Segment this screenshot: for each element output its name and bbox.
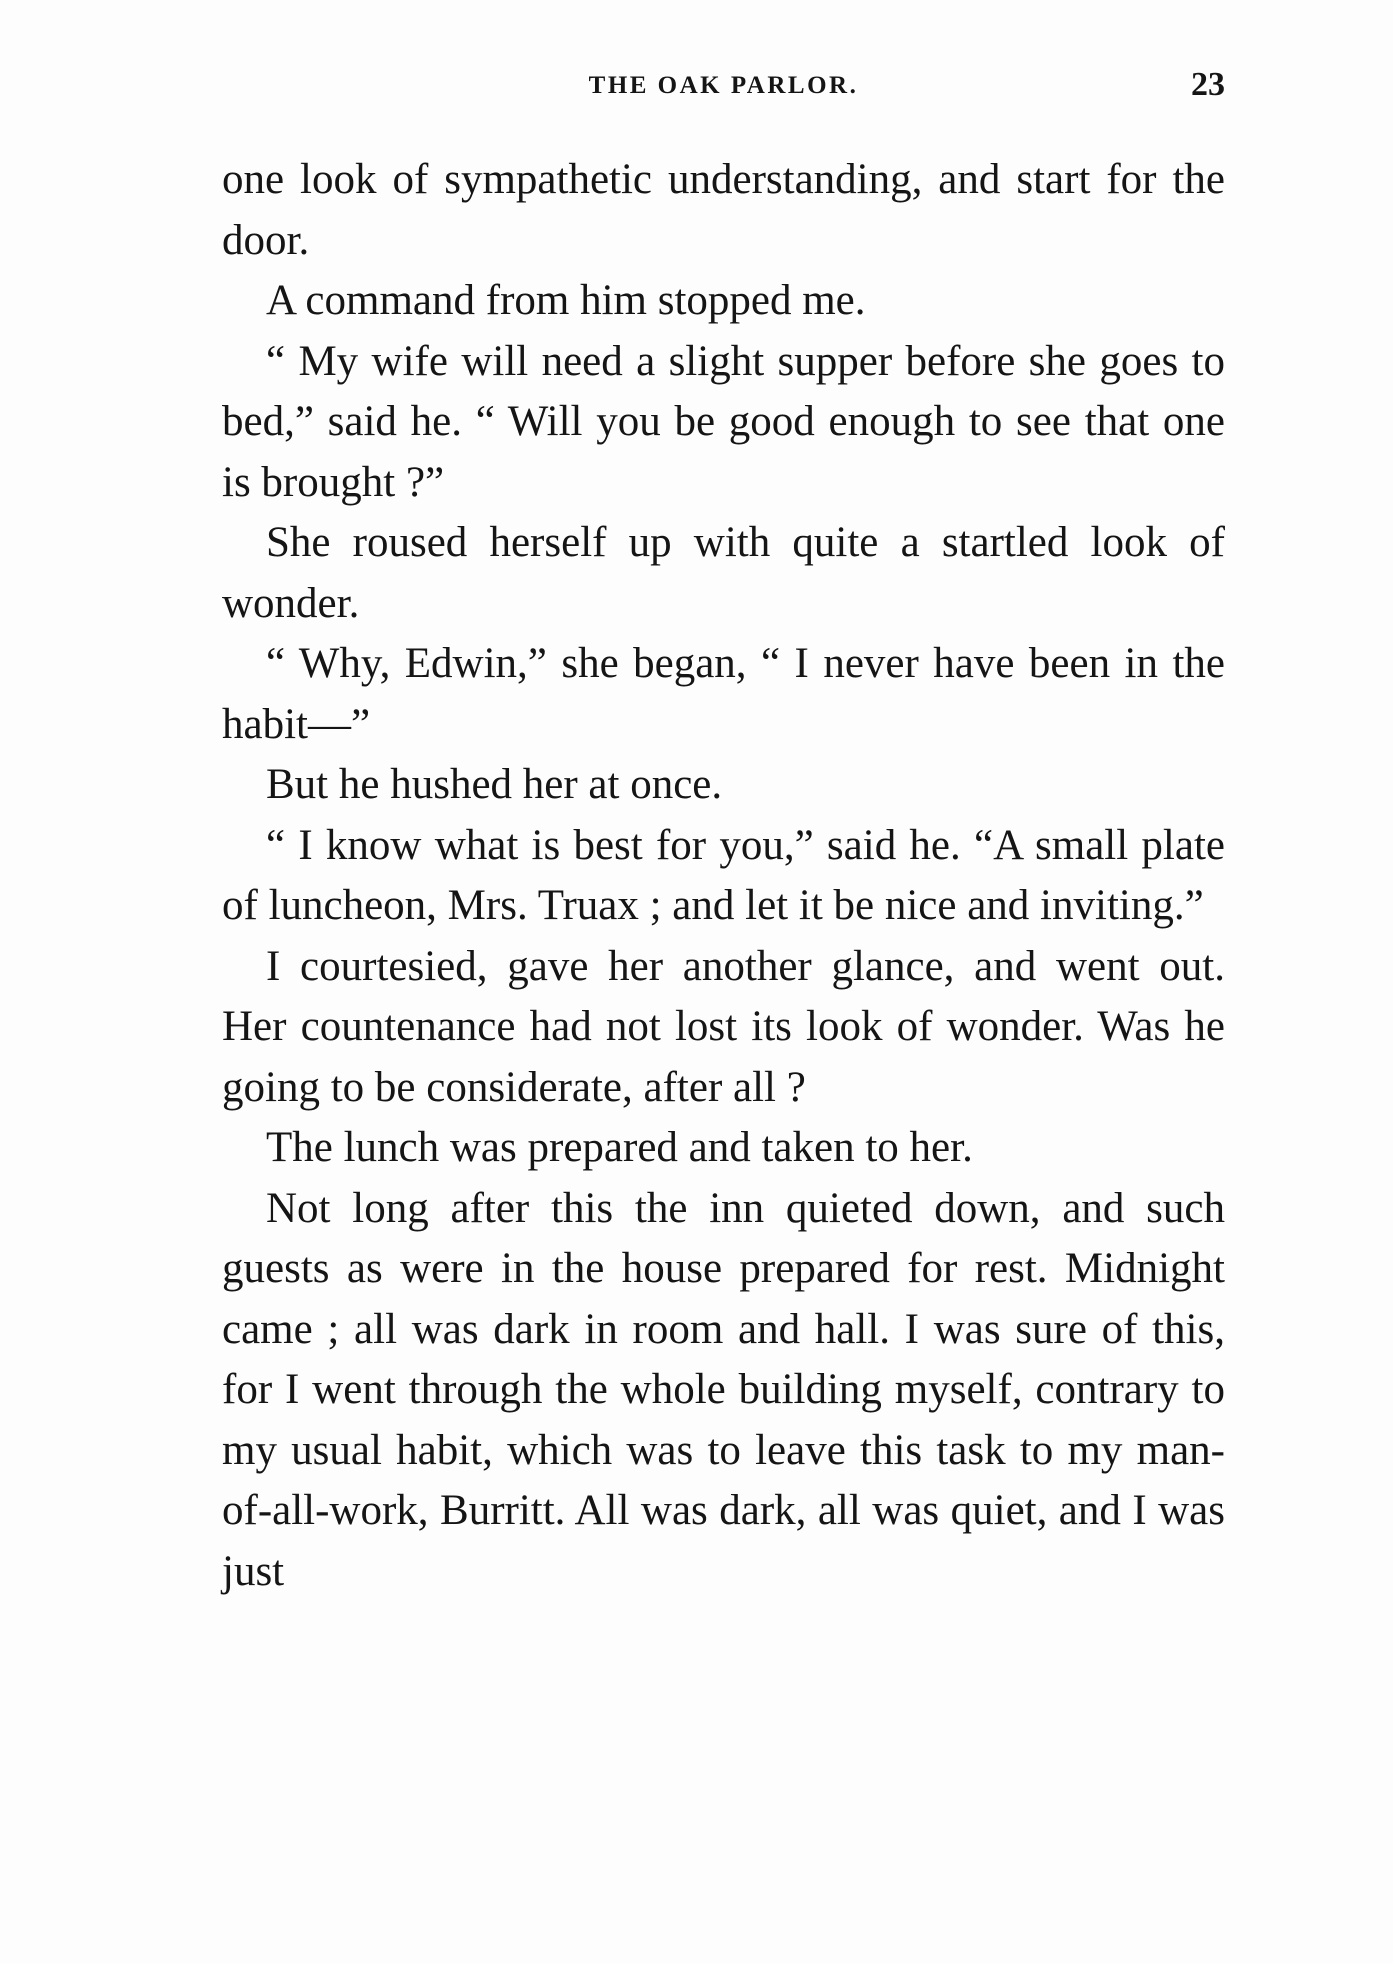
paragraph: “ Why, Edwin,” she began, “ I never have been in the habit—” — [222, 640, 1225, 748]
paragraph: She roused herself up with quite a startled look of wonder. — [222, 519, 1225, 627]
paragraph: The lunch was prepared and taken to her. — [266, 1124, 973, 1171]
paragraph: I courtesied, gave her another glance, and went out. Her countenance had not lost its look of wonder. Was he going to be considerate, after all ? — [222, 942, 1225, 1111]
running-head — [222, 66, 1225, 106]
running-title: THE OAK PARLOR. — [588, 72, 859, 99]
paragraph: A command from him stopped me. — [266, 277, 866, 324]
paragraph: Not long after this the inn quieted down, and such guests as were in the house prepared for rest. Midnight came ; all was dark in room and hall. I was sure of this, for I went through the whole building myself, contrary to my usual habit, which was to leave this task to my man-of-all-work, Burritt. All was dark, all was quiet, and I was just — [222, 1184, 1225, 1595]
paragraph: But he hushed her at once. — [266, 761, 723, 808]
page-number: 23 — [1191, 66, 1225, 103]
paragraph: “ I know what is best for you,” said he. “A small plate of luncheon, Mrs. Truax ; and let it be nice and inviting.” — [222, 821, 1225, 929]
paragraph: “ My wife will need a slight supper before she goes to bed,” said he. “ Will you be good enough to see that one is brought ?” — [222, 337, 1225, 506]
body-text — [222, 150, 1225, 1602]
paragraph-continuation: one look of sympathetic understanding, and start for the door. — [222, 156, 1225, 264]
